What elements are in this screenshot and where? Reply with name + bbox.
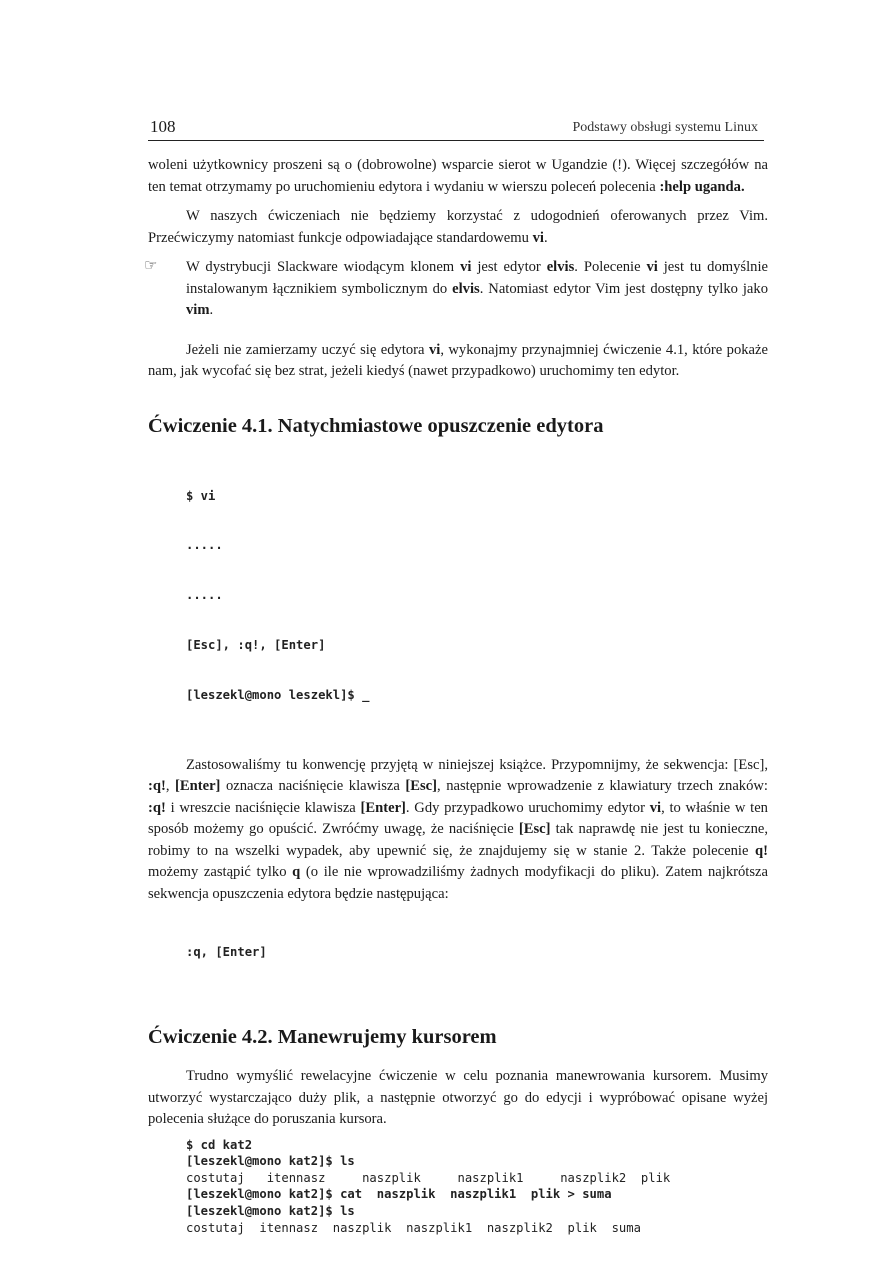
bold-term: q bbox=[292, 864, 301, 881]
text-run: W dystrybucji Slackware wiodącym klonem bbox=[186, 259, 461, 275]
text-run: i wreszcie naciśnięcie klawisza bbox=[165, 799, 361, 816]
section1-paragraph bbox=[148, 755, 768, 906]
section-title-4-1: Ćwiczenie 4.1. Natychmiastowe opuszczenie edytora bbox=[148, 414, 604, 437]
code-block-cursor bbox=[148, 1137, 768, 1237]
note-box bbox=[144, 257, 768, 322]
page-header bbox=[148, 116, 764, 141]
bold-term: vi bbox=[649, 799, 662, 816]
code-line: $ vi bbox=[186, 488, 216, 503]
text-run: W naszych ćwiczeniach nie będziemy korzystać z udogodnień oferowanych przez Vim. Przećwiczymy natomiast funkcje odpowiadające standardowemu bbox=[148, 208, 768, 246]
text-run: Trudno wymyślić rewelacyjne ćwiczenie w celu poznania manewrowania kursorem. Musimy utworzyć wystarczająco duży plik, a następnie otworzyć go do edycji i wypróbować opisane wyżej polecenia służące do poruszania kursora. bbox=[148, 1068, 768, 1128]
bold-term: q! bbox=[755, 842, 768, 859]
text-run: . Gdy przypadkowo uruchomimy edytor bbox=[405, 799, 650, 816]
output-line: costutaj itennasz naszplik naszplik1 naszplik2 plik bbox=[186, 1170, 671, 1185]
bold-term: vi bbox=[428, 341, 441, 358]
text-run: . Natomiast edytor Vim jest dostępny tylko jako bbox=[479, 280, 768, 297]
text-run: tak naprawdę nie jest tu konieczne, robimy to na wszelki wypadek, aby upewnić się, że znajdujemy się w stanie 2. Także polecenie bbox=[148, 821, 768, 859]
text-run: . bbox=[543, 229, 548, 246]
code-line: :q, [Enter] bbox=[186, 945, 267, 960]
bold-term: :q! bbox=[148, 778, 166, 795]
text-run: , bbox=[165, 778, 176, 795]
output-line: costutaj itennasz naszplik naszplik1 naszplik2 plik suma bbox=[186, 1220, 641, 1235]
running-title: Podstawy obsługi systemu Linux bbox=[572, 120, 758, 135]
bold-term: :help uganda. bbox=[659, 178, 745, 195]
bold-term: vi bbox=[460, 259, 472, 275]
text-run: Jeżeli nie zamierzamy uczyć się edytora bbox=[186, 341, 429, 358]
text-run: woleni użytkownicy proszeni są o (dobrowolne) wsparcie sierot w Ugandzie (!). Więcej szczegółów na ten temat otrzymamy po uruchomieniu edytora i wydaniu w wierszu poleceń polecenia bbox=[148, 157, 768, 195]
text-run: . Polecenie bbox=[574, 259, 647, 275]
bold-term: [Enter] bbox=[175, 778, 221, 795]
command-line: [leszekl@mono kat2]$ ls bbox=[186, 1203, 355, 1218]
intro-paragraph-3 bbox=[148, 340, 768, 383]
bold-term: elvis bbox=[546, 259, 575, 275]
bold-term: elvis bbox=[452, 280, 480, 297]
code-line: [Esc], :q!, [Enter] bbox=[186, 638, 326, 653]
bold-term: vim bbox=[186, 302, 210, 318]
code-block-short-exit bbox=[148, 911, 768, 994]
note-text bbox=[186, 257, 768, 322]
text-run: . bbox=[209, 302, 214, 318]
text-run: oznacza naciśnięcie klawisza bbox=[220, 778, 406, 795]
intro-paragraph-2 bbox=[148, 206, 768, 249]
code-block-exit bbox=[148, 455, 768, 737]
command-line: [leszekl@mono kat2]$ ls bbox=[186, 1154, 355, 1169]
page-body bbox=[144, 155, 768, 1242]
page-number: 108 bbox=[150, 117, 176, 136]
text-run: (o ile nie wprowadziliśmy żadnych modyfikacji do pliku). Zatem najkrótsza sekwencja opuszczenia edytora będzie następująca: bbox=[148, 864, 768, 902]
command-line: [leszekl@mono kat2]$ cat naszplik naszplik1 plik > suma bbox=[186, 1187, 612, 1202]
bold-term: [Esc] bbox=[518, 821, 551, 838]
text-run: jest edytor bbox=[471, 259, 547, 275]
text-run: , wykonajmy przynajmniej ćwiczenie 4.1, które pokaże nam, jak wycofać się bez strat, jeżeli kiedyś (nawet przypadkowo) uruchomimy ten edytor. bbox=[148, 341, 768, 379]
text-run: jest tu domyślnie instalowanym łącznikiem symbolicznym do bbox=[186, 259, 768, 297]
bold-term: [Esc] bbox=[405, 778, 438, 795]
section-title-4-2: Ćwiczenie 4.2. Manewrujemy kursorem bbox=[148, 1026, 497, 1049]
text-run: Zastosowaliśmy tu konwencję przyjętą w niniejszej książce. Przypomnijmy, że sekwencja: [Esc], bbox=[186, 756, 768, 773]
bold-term: vi bbox=[646, 259, 658, 275]
command-line: $ cd kat2 bbox=[186, 1137, 253, 1152]
bold-term: :q! bbox=[148, 799, 166, 816]
code-line: [leszekl@mono leszekl]$ _ bbox=[186, 687, 370, 702]
text-run: , to właśnie w ten sposób możemy go opuścić. Zwróćmy uwagę, że naciśnięcie bbox=[148, 799, 768, 838]
code-line: ..... bbox=[186, 538, 223, 553]
text-run: , następnie wprowadzenie z klawiatury trzech znaków: bbox=[437, 778, 768, 795]
section2-paragraph bbox=[148, 1066, 768, 1131]
intro-paragraph-1 bbox=[148, 155, 768, 198]
pointing-hand-icon: ☞ bbox=[144, 258, 158, 274]
bold-term: vi bbox=[532, 229, 544, 246]
bold-term: [Enter] bbox=[360, 799, 406, 816]
code-line: ..... bbox=[186, 588, 223, 603]
text-run: możemy zastąpić tylko bbox=[148, 864, 293, 881]
